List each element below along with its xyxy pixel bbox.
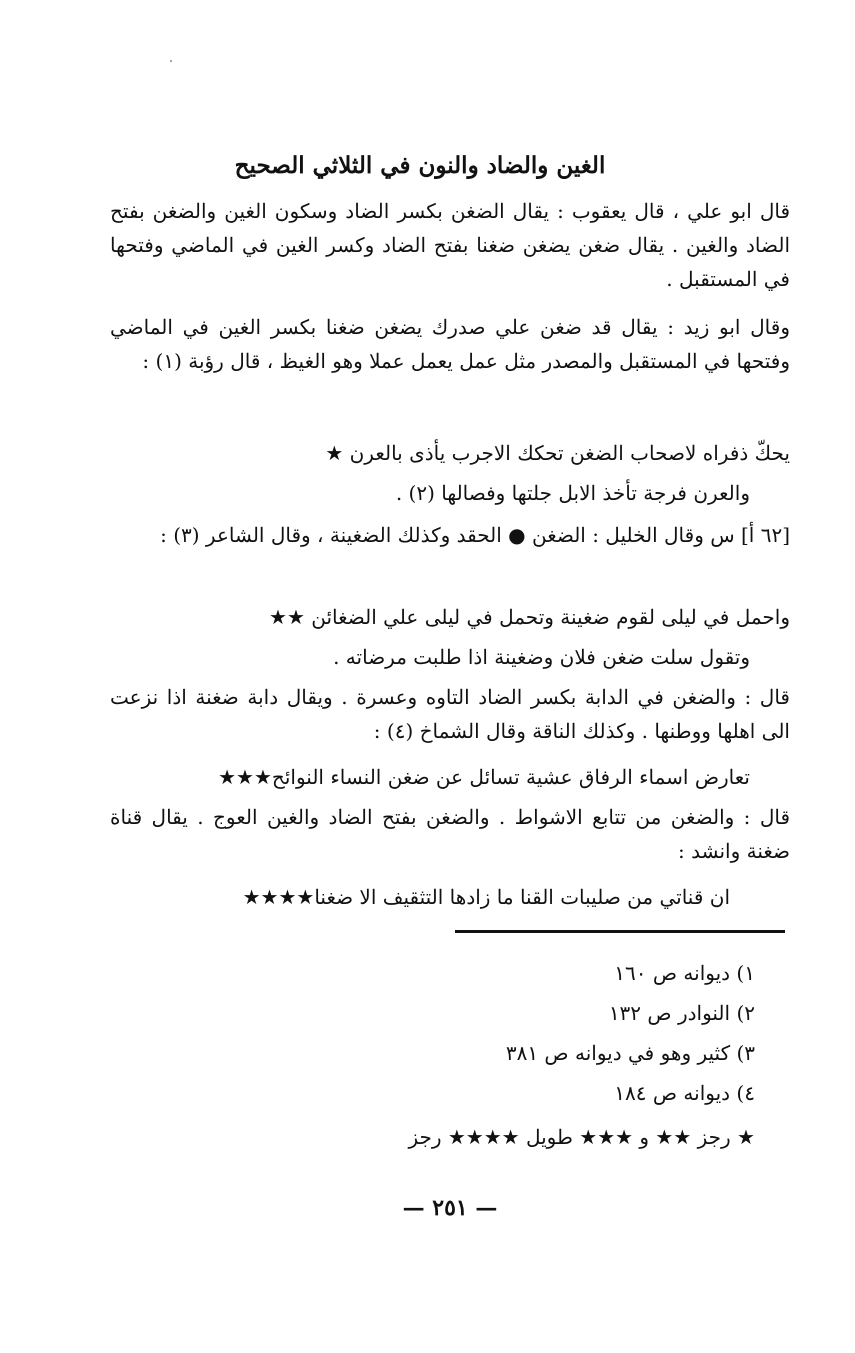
verse-2-line-b: وتقول سلت ضغن فلان وضغينة اذا طلبت مرضاته . [333, 645, 750, 669]
paragraph-4-text: قال : والضغن في الدابة بكسر الضاد التاوه وعسرة . ويقال دابة ضغنة اذا نزعت الى اهلها ووطنها . وكذلك الناقة وقال الشماخ (٤) : [110, 685, 790, 743]
paragraph-2 [110, 310, 790, 412]
paragraph-3-text: [٦٢ أ] س وقال الخليل : الضغن ● الحقد وكذلك الضغينة ، وقال الشاعر (٣) : [160, 523, 790, 547]
verse-2-line-a: واحمل في ليلى لقوم ضغينة وتحمل في ليلى علي الضغائن ★★ [269, 605, 790, 629]
paragraph-1-text: قال ابو علي ، قال يعقوب : يقال الضغن بكسر الضاد وسكون الغين والضغن بفتح الضاد والغين . يقال ضغن يضغن ضغنا بفتح الضاد وكسر الغين في الماضي وفتحها في المستقبل . [110, 199, 790, 291]
paragraph-5-text: قال : والضغن من تتابع الاشواط . والضغن بفتح الضاد والغين العوج . يقال قناة ضغنة وانشد : [110, 805, 790, 863]
paragraph-3 [110, 518, 790, 586]
paragraph-5 [110, 800, 790, 868]
scan-speck [170, 60, 172, 62]
page-number: — ٢٥١ — [402, 1195, 498, 1221]
paragraph-2-text: وقال ابو زيد : يقال قد ضغن علي صدرك يضغن ضغنا بكسر الغين في الماضي وفتحها في المستقبل والمصدر مثل عمل يعمل عملا وهو الغيظ ، قال رؤبة (١) : [110, 315, 790, 373]
footnote-3: ٣) كثير وهو في ديوانه ص ٣٨١ [505, 1041, 755, 1065]
paragraph-4 [110, 680, 790, 748]
verse-4: ان قناتي من صليبات القنا ما زادها التثقيف الا ضغنا★★★★ [242, 885, 730, 909]
verse-1-line-a: يحكّ ذفراه لاصحاب الضغن تحكك الاجرب يأذى بالعرن ★ [325, 441, 790, 465]
paragraph-1 [110, 194, 790, 296]
meter-legend: ★ رجز ★★ و ★★★ طويل ★★★★ رجز [408, 1125, 755, 1149]
verse-3: تعارض اسماء الرفاق عشية تسائل عن ضغن النساء النوائح★★★ [218, 765, 750, 789]
verse-1-line-b: والعرن فرجة تأخذ الابل جلتها وفصالها (٢) . [395, 481, 750, 505]
section-title: الغين والضاد والنون في الثلاثي الصحيح [234, 152, 606, 179]
footnote-4: ٤) ديوانه ص ١٨٤ [614, 1081, 755, 1105]
footnote-1: ١) ديوانه ص ١٦٠ [614, 961, 755, 985]
footnote-divider [455, 930, 785, 933]
footnote-2: ٢) النوادر ص ١٣٢ [608, 1001, 755, 1025]
